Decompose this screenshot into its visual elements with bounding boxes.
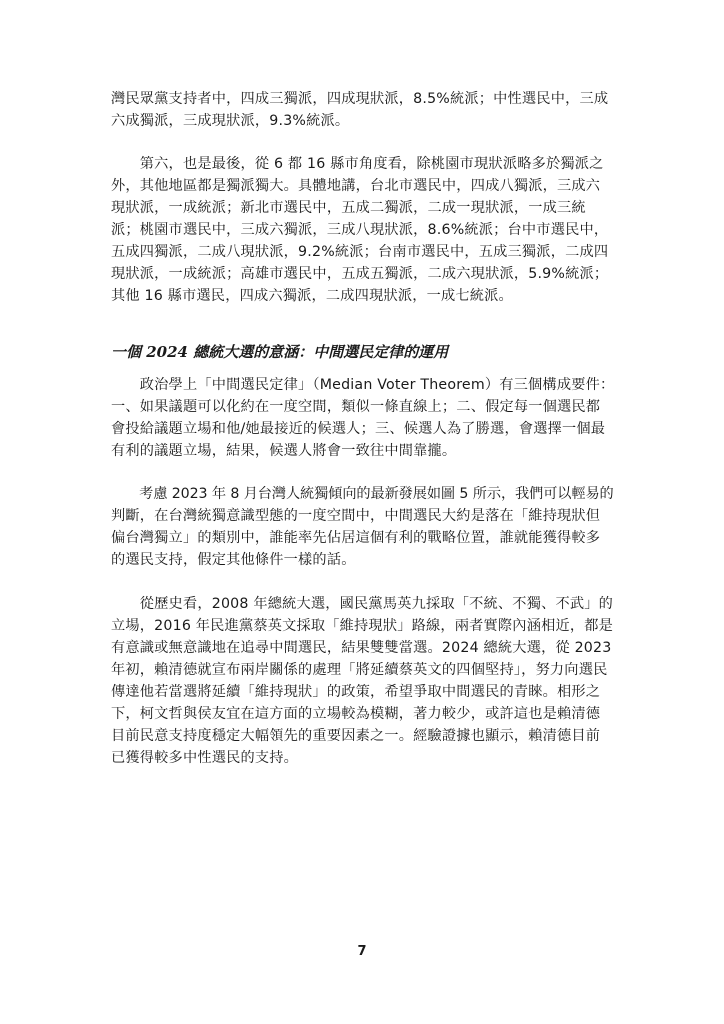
text-line: 考慮 2023 年 8 月台灣人統獨傾向的最新發展如圖 5 所示，我們可以輕易的 [111, 486, 614, 502]
text-line: 年初，賴清德就宣布兩岸關係的處理「將延續蔡英文的四個堅持」，努力向選民 [111, 662, 608, 678]
paragraph-party-supporters [111, 88, 617, 132]
text-line: 的選民支持，假定其他條件一樣的話。 [111, 552, 356, 568]
text-line: 有意識或無意識地在追尋中間選民，結果雙雙當選。2024 總統大選，從 2023 [111, 640, 612, 656]
text-line: 有利的議題立場，結果，候選人將會一致往中間靠攏。 [111, 443, 457, 459]
text-line: 傳達他若當選將延續「維持現狀」的政策，希望爭取中間選民的青睞。相形之 [111, 684, 601, 700]
text-line: 已獲得較多中性選民的支持。 [111, 750, 299, 766]
text-line: 會投給議題立場和他/她最接近的候選人；三、候選人為了勝選，會選擇一個最 [111, 421, 606, 437]
text-line: 灣民眾黨支持者中，四成三獨派，四成現狀派，8.5%統派；中性選民中，三成 [111, 91, 609, 107]
text-line: 外，其他地區都是獨派獨大。具體地講，台北市選民中，四成八獨派，三成六 [111, 178, 601, 194]
text-line: 現狀派，一成統派；新北市選民中，五成二獨派，二成一現狀派，一成三統 [111, 200, 586, 216]
text-line: 目前民意支持度穩定大幅領先的重要因素之一。經驗證據也顯示，賴清德目前 [111, 728, 601, 744]
paragraph-median-voter-theorem [111, 374, 617, 462]
text-line: 從歷史看，2008 年總統大選，國民黨馬英九採取「不統、不獨、不武」的 [111, 596, 614, 612]
text-line: 現狀派，一成統派；高雄市選民中，五成五獨派，二成六現狀派，5.9%統派； [111, 266, 609, 282]
section-heading: 一個 2024 總統大選的意涵：中間選民定律的運用 [111, 343, 449, 361]
text-line: 判斷，在台灣統獨意識型態的一度空間中，中間選民大約是落在「維持現狀但 [111, 508, 601, 524]
text-line: 立場，2016 年民進黨蔡英文採取「維持現狀」路線，兩者實際內涵相近，都是 [111, 618, 614, 634]
text-line: 偏台灣獨立」的類別中，誰能率先佔居這個有利的戰略位置，誰就能獲得較多 [111, 530, 601, 546]
text-line: 第六，也是最後，從 6 都 16 縣市角度看，除桃園市現狀派略多於獨派之 [111, 156, 604, 172]
text-line: 一、如果議題可以化約在一度空間，類似一條直線上；二、假定每一個選民都 [111, 399, 601, 415]
paragraph-historical-view [111, 593, 617, 769]
text-line: 派；桃園市選民中，三成六獨派，三成八現狀派，8.6%統派；台中市選民中， [111, 222, 609, 238]
text-line: 六成獨派，三成現狀派，9.3%統派。 [111, 113, 350, 129]
text-line: 下，柯文哲與侯友宜在這方面的立場較為模糊，著力較少，或許這也是賴清德 [111, 706, 601, 722]
text-line: 五成四獨派，二成八現狀派，9.2%統派；台南市選民中，五成三獨派，二成四 [111, 244, 609, 260]
page-number: 7 [357, 944, 367, 959]
text-line: 政治學上「中間選民定律」（Median Voter Theorem）有三個構成要件： [111, 377, 615, 393]
paragraph-regional-analysis [111, 153, 617, 307]
text-line: 其他 16 縣市選民，四成六獨派，二成四現狀派，一成七統派。 [111, 288, 513, 304]
paragraph-middle-voter-position [111, 483, 617, 571]
